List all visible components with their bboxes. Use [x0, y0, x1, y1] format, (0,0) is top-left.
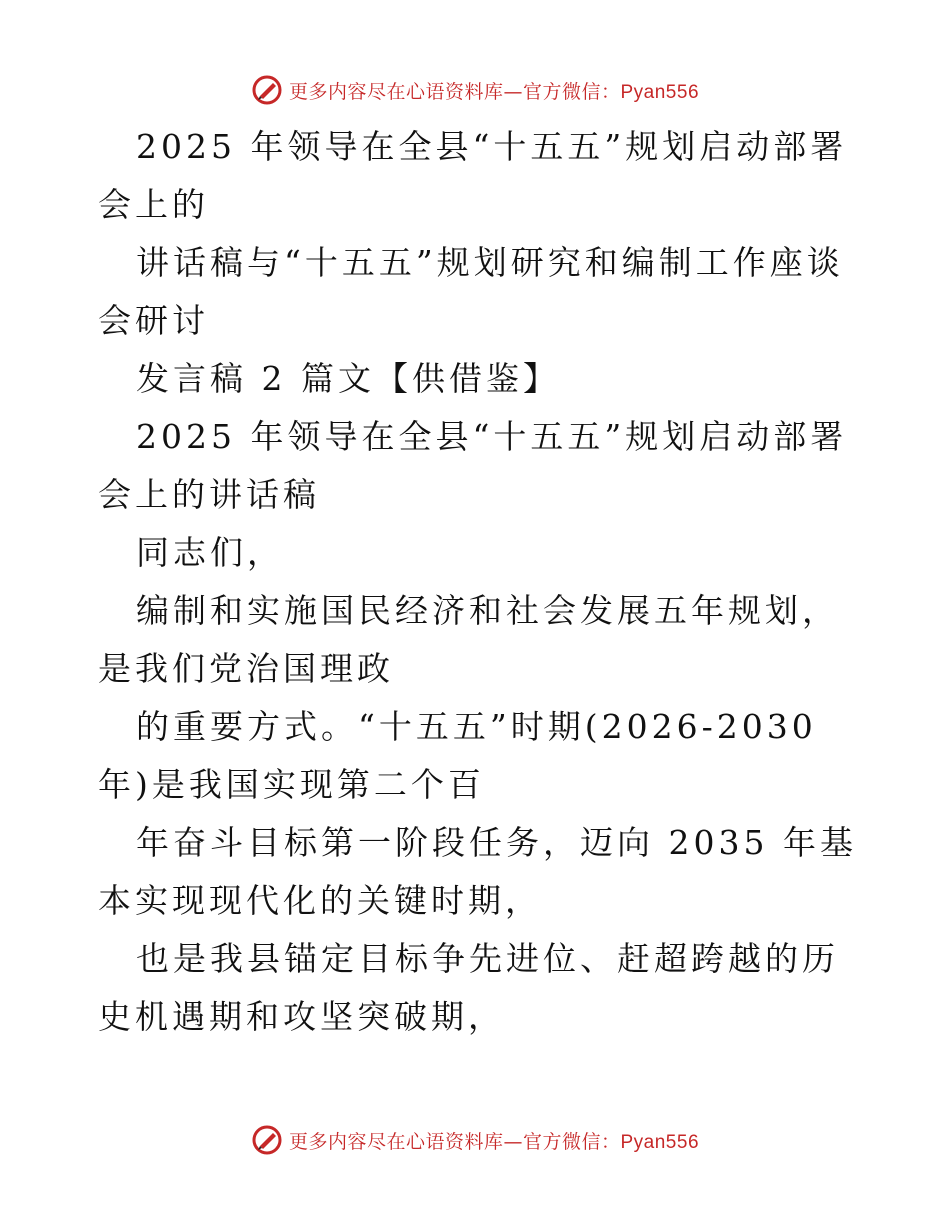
paragraph: 年奋斗目标第一阶段任务，迈向 2035 年基本实现现代化的关键时期，: [98, 823, 857, 920]
paragraph: 讲话稿与“十五五”规划研究和编制工作座谈会研讨: [98, 243, 844, 340]
paragraph: 发言稿 2 篇文【供借鉴】: [136, 359, 560, 398]
paragraph: 同志们，: [136, 533, 284, 572]
watermark-text: 更多内容尽在心语资料库—官方微信：Pyan556: [288, 80, 700, 103]
pen-logo-icon: [251, 74, 283, 106]
document-body: [98, 118, 858, 1046]
paragraph: 也是我县锚定目标争先进位、赶超跨越的历史机遇期和攻坚突破期，: [98, 939, 839, 1036]
watermark-text: 更多内容尽在心语资料库—官方微信：Pyan556: [288, 1130, 700, 1153]
pen-logo-icon: [251, 1124, 283, 1156]
paragraph: 2025 年领导在全县“十五五”规划启动部署会上的讲话稿: [98, 417, 848, 514]
header-watermark: [0, 70, 950, 110]
paragraph: 2025 年领导在全县“十五五”规划启动部署会上的: [98, 127, 848, 224]
paragraph: 的重要方式。“十五五”时期(2026-2030 年)是我国实现第二个百: [98, 707, 817, 804]
footer-watermark: [0, 1120, 950, 1160]
paragraph: 编制和实施国民经济和社会发展五年规划，是我们党治国理政: [98, 591, 839, 688]
